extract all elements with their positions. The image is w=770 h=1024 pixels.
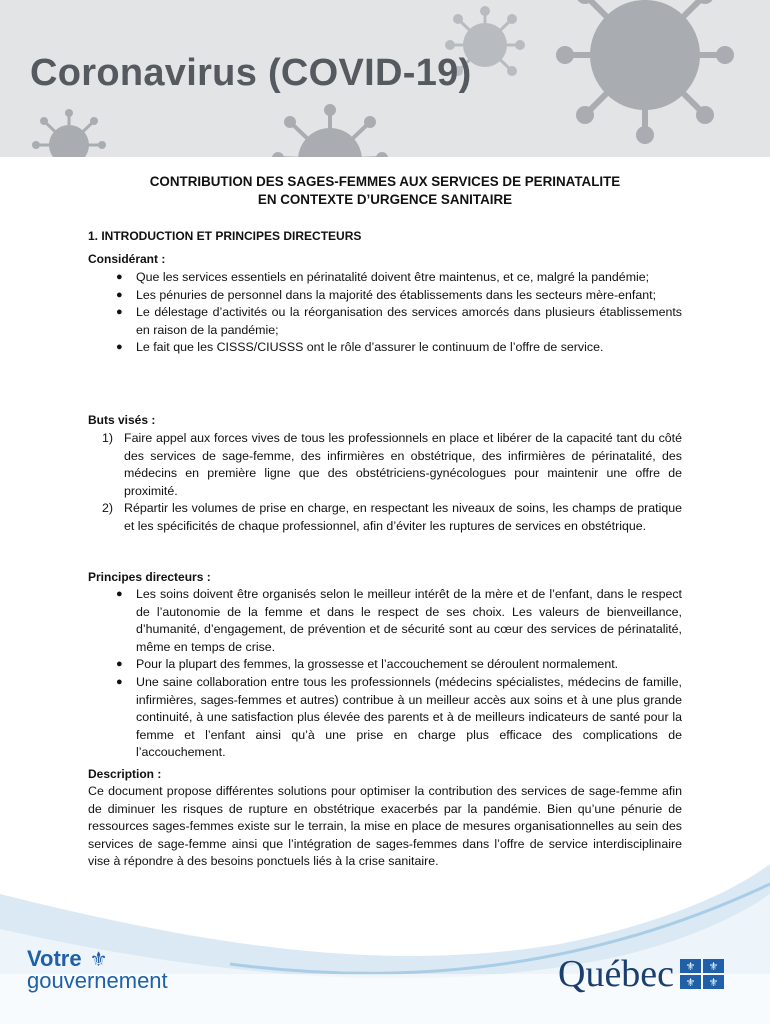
fleur-de-lis-icon: ⚜ xyxy=(703,975,724,989)
fleur-de-lis-icon: ⚜ xyxy=(680,959,701,973)
virus-icon-bottom-center xyxy=(270,100,390,157)
fleur-de-lis-icon: ⚜ xyxy=(703,959,724,973)
list-item: 2) Répartir les volumes de prise en charge, en respectant les niveaux de soins, les champs de pratique et les spécificités de chaque professionnel, afin d’éviter les ruptures de services en obstétrique. xyxy=(102,501,682,533)
bullet-icon: ● xyxy=(116,271,123,283)
document-title-line1: CONTRIBUTION DES SAGES-FEMMES AUX SERVICES DE PERINATALITE xyxy=(149,174,621,189)
votre-gouvernement-logo xyxy=(27,948,168,992)
list-item: ● Pour la plupart des femmes, la grossesse et l’accouchement se déroulent normalement. xyxy=(112,656,682,674)
bullet-icon: ● xyxy=(116,341,123,354)
logo-gouvernement-text: gouvernement xyxy=(27,968,168,993)
document-title xyxy=(60,173,710,209)
fleur-de-lis-icon: ⚜ xyxy=(680,975,701,989)
virus-icon-bottom-left xyxy=(32,105,107,157)
bullet-icon: ● xyxy=(116,658,123,671)
description-text: Ce document propose différentes solutions pour optimiser la contribution des services de sage-femme afin de diminuer les risques de rupture en obstétrique exacerbés par la pandémie. Bien qu’une pénurie de ressources sages-femmes existe sur le terrain, la mise en place de mesures organisationnelles au sein des services de sage-femme ainsi que l’intégration de sages-femmes dans l’offre de service interdisciplinaire vise à répondre à des besoins ponctuels liés à la crise sanitaire. xyxy=(88,784,682,869)
buts-list xyxy=(88,430,682,536)
list-item: ● Les soins doivent être organisés selon le meilleur intérêt de la mère et de l’enfant, dans le respect de l’autonomie de la femme et dans le respect de ses choix. Les valeurs de bienveillance, d’humanité, d’engagement, de prévention et de sécurité sont au cœur des services de périnatalité, même en temps de crise. xyxy=(116,587,682,654)
bullet-icon: ● xyxy=(116,306,123,319)
quebec-wordmark: Québec xyxy=(558,953,675,995)
fleur-de-lis-icon: ⚜ xyxy=(89,949,108,971)
description-heading: Description : xyxy=(88,767,162,781)
bullet-icon: ● xyxy=(116,288,123,301)
bullet-icon: ● xyxy=(116,588,123,600)
list-item: ● Une saine collaboration entre tous les professionnels (médecins spécialistes, médecins de famille, infirmières, sages-femmes et autres) contribue à un meilleur accès aux soins et à une plus grande continuité, à une satisfaction plus élevée des parents et à de meilleurs indicateurs de santé pour la femme et l’enfant ainsi qu’à une prise en charge plus efficace des complications de l’accouchement. xyxy=(116,674,682,760)
list-item: ● Le délestage d’activités ou la réorganisation des services amorcés dans plusieurs établissements en raison de la pandémie; xyxy=(116,305,682,337)
list-item: ● Le fait que les CISSS/CIUSSS ont le rôle d’assurer le continuum de l’offre de service. xyxy=(112,339,682,357)
list-item: 1) Faire appel aux forces vives de tous les professionnels en place et libérer de la capacité tant du côté des services de sage-femme, des infirmières en obstétrique, des infirmières de périnatalité, des médecins en première ligne que des obstétriciens-gynécologues pour maintenir une offre de proximité. xyxy=(102,431,682,498)
logo-votre-text: Votre xyxy=(27,946,82,971)
principes-heading: Principes directeurs : xyxy=(88,570,211,584)
quebec-logo xyxy=(558,952,724,996)
list-item: ● Que les services essentiels en périnatalité doivent être maintenus, et ce, malgré la pandémie; xyxy=(112,269,682,287)
header-banner xyxy=(0,0,770,157)
banner-title: Coronavirus (COVID-19) xyxy=(30,52,472,94)
considerant-heading: Considérant : xyxy=(88,252,166,266)
quebec-flag-icon xyxy=(680,959,724,989)
virus-icon-large xyxy=(545,0,745,145)
section1-heading: 1. INTRODUCTION ET PRINCIPES DIRECTEURS xyxy=(88,229,362,243)
list-item: ● Les pénuries de personnel dans la majorité des établissements dans les secteurs mère-enfant; xyxy=(112,287,682,305)
buts-heading: Buts visés : xyxy=(88,413,156,427)
document-title-line2: EN CONTEXTE D’URGENCE SANITAIRE xyxy=(257,192,513,207)
considerant-list xyxy=(112,269,682,357)
bullet-icon: ● xyxy=(116,675,123,688)
principes-list xyxy=(112,586,682,762)
